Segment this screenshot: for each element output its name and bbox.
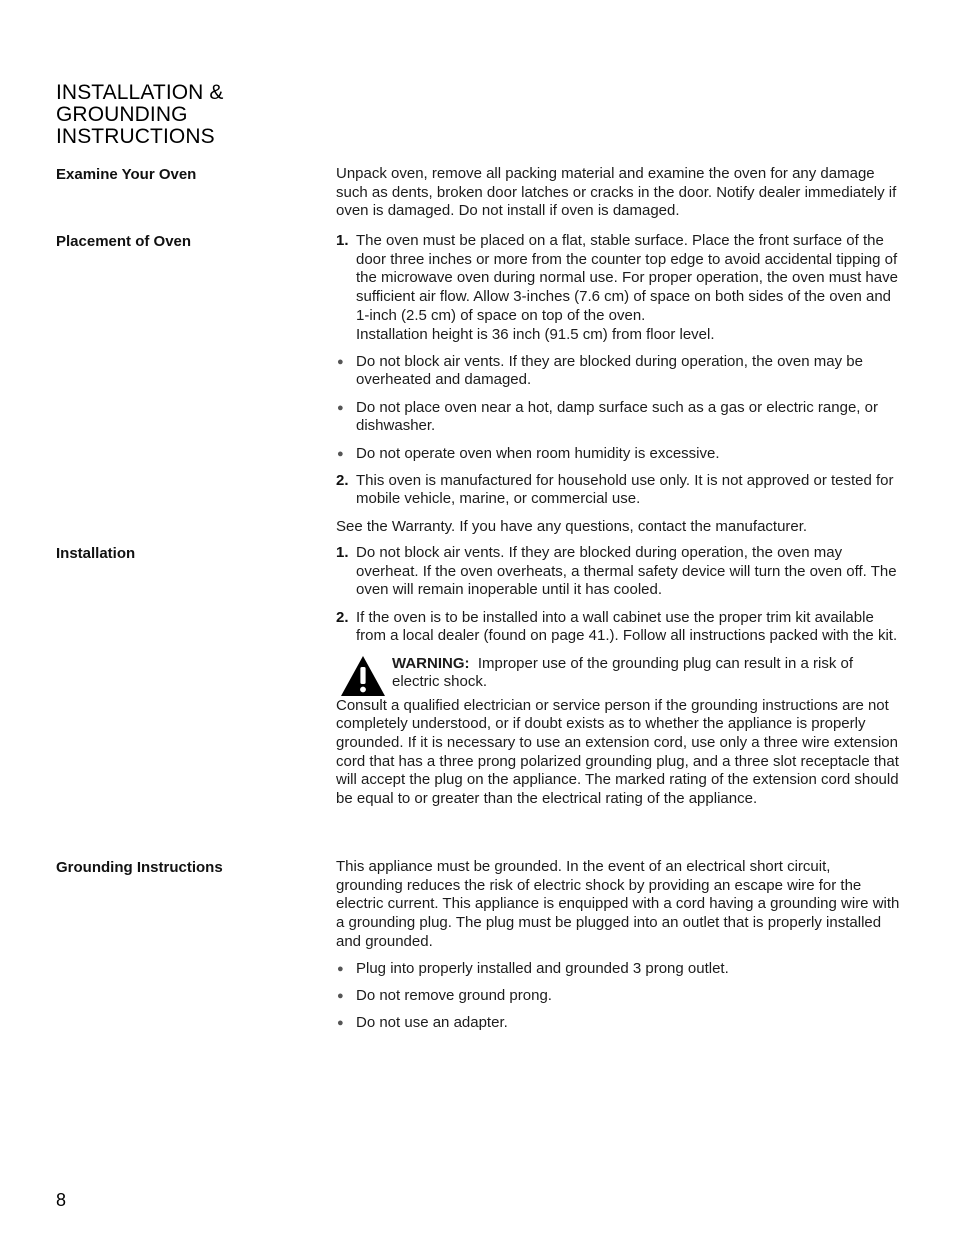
section-heading-examine: Examine Your Oven (56, 166, 197, 183)
bullet-item (336, 987, 900, 1006)
section-heading-installation: Installation (56, 545, 136, 562)
bullet-item (336, 1014, 900, 1033)
warning-message: Improper use of the grounding plug can result in a risk of electric shock. (392, 654, 854, 691)
section-body-grounding (336, 858, 900, 1033)
bullet-text: Do not use an adapter. (356, 1014, 508, 1032)
examine-text: Unpack oven, remove all packing material and examine the oven for any damage such as dents, broken door latches or cracks in the door. Notify dealer immediately if oven is damaged. Do not install if oven is damaged. (336, 165, 897, 220)
numbered-item (336, 232, 900, 344)
item-text-height: Installation height is 36 inch (91.5 cm) from floor level. (356, 325, 715, 343)
numbered-item (336, 544, 900, 600)
bullet-text: Plug into properly installed and grounded 3 prong outlet. (356, 960, 729, 978)
bullet-icon: ● (337, 447, 344, 460)
section-heading-placement: Placement of Oven (56, 233, 192, 250)
page-title-line: INSTRUCTIONS (56, 125, 215, 148)
bullet-item (336, 960, 900, 979)
page-title-line: GROUNDING (56, 103, 188, 126)
section-body-examine (336, 165, 900, 221)
item-text: The oven must be placed on a flat, stable surface. Place the front surface of the door three inches or more from the counter top edge to avoid accidental tipping of the microwave oven during normal use. For proper operation, the oven must have sufficient air flow. Allow 3-inches (7.6 cm) of space on both sides of the oven and 1-inch (2.5 cm) of space on top of the oven. (356, 232, 898, 324)
item-text: Do not block air vents. If they are blocked during operation, the oven may overheat. If the oven overheats, a thermal safety device will turn the oven off. The oven will remain inoperable until it has cooled. (356, 544, 897, 599)
grounding-text: This appliance must be grounded. In the event of an electrical short circuit, grounding reduces the risk of electric shock by providing an escape wire for the electric current. This appliance is enquipped with a cord having a grounding wire with a grounding plug. The plug must be plugged into an outlet that is properly installed and grounded. (336, 858, 900, 950)
warning-label: WARNING: (392, 654, 470, 672)
warranty-note: See the Warranty. If you have any questions, contact the manufacturer. (336, 517, 808, 535)
item-number: 2. (336, 608, 349, 626)
section-heading-grounding: Grounding Instructions (56, 859, 223, 876)
bullet-icon: ● (337, 1017, 344, 1030)
bullet-icon: ● (337, 401, 344, 414)
item-text: This oven is manufactured for household use only. It is not approved or tested for mobile vehicle, marine, or commercial use. (356, 471, 894, 508)
bullet-icon: ● (337, 990, 344, 1003)
page-number: 8 (56, 1190, 67, 1210)
bullet-text: Do not block air vents. If they are blocked during operation, the oven may be overheated and damaged. (356, 352, 863, 389)
page-title-line: INSTALLATION & (56, 81, 224, 104)
section-body-placement (336, 232, 900, 536)
section-body-installation (336, 544, 900, 809)
bullet-text: Do not operate oven when room humidity is excessive. (356, 444, 720, 462)
page-title (56, 82, 356, 148)
bullet-icon: ● (337, 963, 344, 976)
item-number: 1. (336, 544, 349, 561)
item-number: 1. (336, 232, 349, 249)
bullet-item (336, 445, 900, 464)
warning-triangle-icon (340, 655, 386, 697)
warning-text (392, 655, 900, 692)
bullet-item (336, 353, 900, 390)
numbered-item (336, 609, 900, 646)
bullet-text: Do not place oven near a hot, damp surface such as a gas or electric range, or dishwasher. (356, 398, 878, 435)
bullet-text: Do not remove ground prong. (356, 987, 552, 1005)
consult-paragraph: Consult a qualified electrician or service person if the grounding instructions are not completely understood, or if doubt exists as to whether the appliance is properly grounded. If it is necessary to use an extension cord, use only a three wire extension cord that has a three prong polarized grounding plug, and a three slot receptacle that will accept the plug on the appliance. The marked rating of the extension cord should be equal to or greater than the electrical rating of the appliance. (336, 696, 899, 808)
item-number: 2. (336, 471, 349, 489)
bullet-icon: ● (337, 355, 344, 368)
item-text: If the oven is to be installed into a wall cabinet use the proper trim kit available from a local dealer (found on page 41.). Follow all instructions packed with the kit. (356, 608, 898, 645)
warning-block (336, 655, 900, 697)
numbered-item (336, 472, 900, 509)
bullet-item (336, 399, 900, 436)
